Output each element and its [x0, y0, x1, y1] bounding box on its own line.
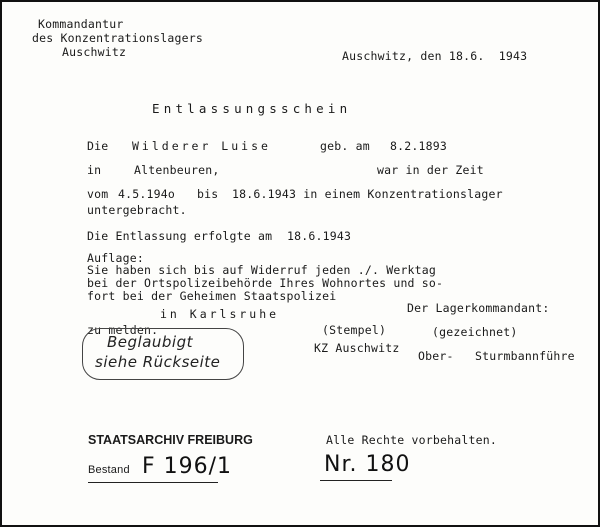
- stamp-label: (Stempel): [322, 323, 387, 337]
- holding-underline: [88, 482, 218, 483]
- certification-line-1: Beglaubigt: [107, 333, 193, 351]
- birth-place: Altenbeuren,: [134, 163, 220, 177]
- born-label: geb. am: [320, 139, 370, 153]
- period-label: war in der Zeit: [377, 163, 484, 177]
- born-date: 8.2.1893: [390, 139, 447, 153]
- certification-stamp: [82, 328, 244, 380]
- condition-line-2: bei der Ortspolizeibehörde Ihres Wohnortes und so-: [87, 276, 444, 290]
- release-label: Die Entlassung erfolgte am: [87, 229, 273, 243]
- condition-label: Auflage:: [87, 251, 144, 265]
- from-date: 4.5.194o: [118, 187, 175, 201]
- holding-value: F 196/1: [142, 454, 233, 479]
- place-date: Auschwitz, den 18.6. 1943: [342, 49, 528, 63]
- label-in: in: [87, 163, 102, 177]
- report-text: zu melden.: [87, 323, 159, 337]
- archive-name: STAATSARCHIV FREIBURG: [88, 433, 253, 447]
- label-from: vom: [87, 187, 109, 201]
- issuer-line-1: Kommandantur: [38, 17, 124, 31]
- condition-line-1: Sie haben sich bis auf Widerruf jeden ./. Werktag: [87, 263, 437, 277]
- holding-label: Bestand: [88, 464, 130, 476]
- label-die: Die: [87, 139, 109, 153]
- number-underline: [320, 480, 392, 481]
- signed-label: (gezeichnet): [432, 325, 518, 339]
- rights-notice: Alle Rechte vorbehalten.: [326, 433, 497, 447]
- issuer-line-3: Auschwitz: [62, 45, 127, 59]
- commander-label: Der Lagerkommandant:: [407, 301, 550, 315]
- release-date: 18.6.1943: [287, 229, 352, 243]
- label-to: bis: [197, 187, 219, 201]
- to-date-text: 18.6.1943 in einem Konzentrationslager: [232, 187, 503, 201]
- certification-line-2: siehe Rückseite: [95, 353, 221, 371]
- document-title: Entlassungsschein: [152, 101, 352, 116]
- issuer-line-2: des Konzentrationslagers: [32, 31, 203, 45]
- person-name: Wilderer Luise: [132, 139, 271, 153]
- camp-name: KZ Auschwitz: [314, 341, 400, 355]
- number-value: Nr. 180: [324, 452, 411, 477]
- housed-text: untergebracht.: [87, 203, 187, 217]
- condition-line-3: fort bei der Geheimen Staatspolizei: [87, 289, 337, 303]
- report-city: in Karlsruhe: [160, 307, 280, 321]
- commander-rank: Ober- Sturmbannführe: [418, 349, 575, 363]
